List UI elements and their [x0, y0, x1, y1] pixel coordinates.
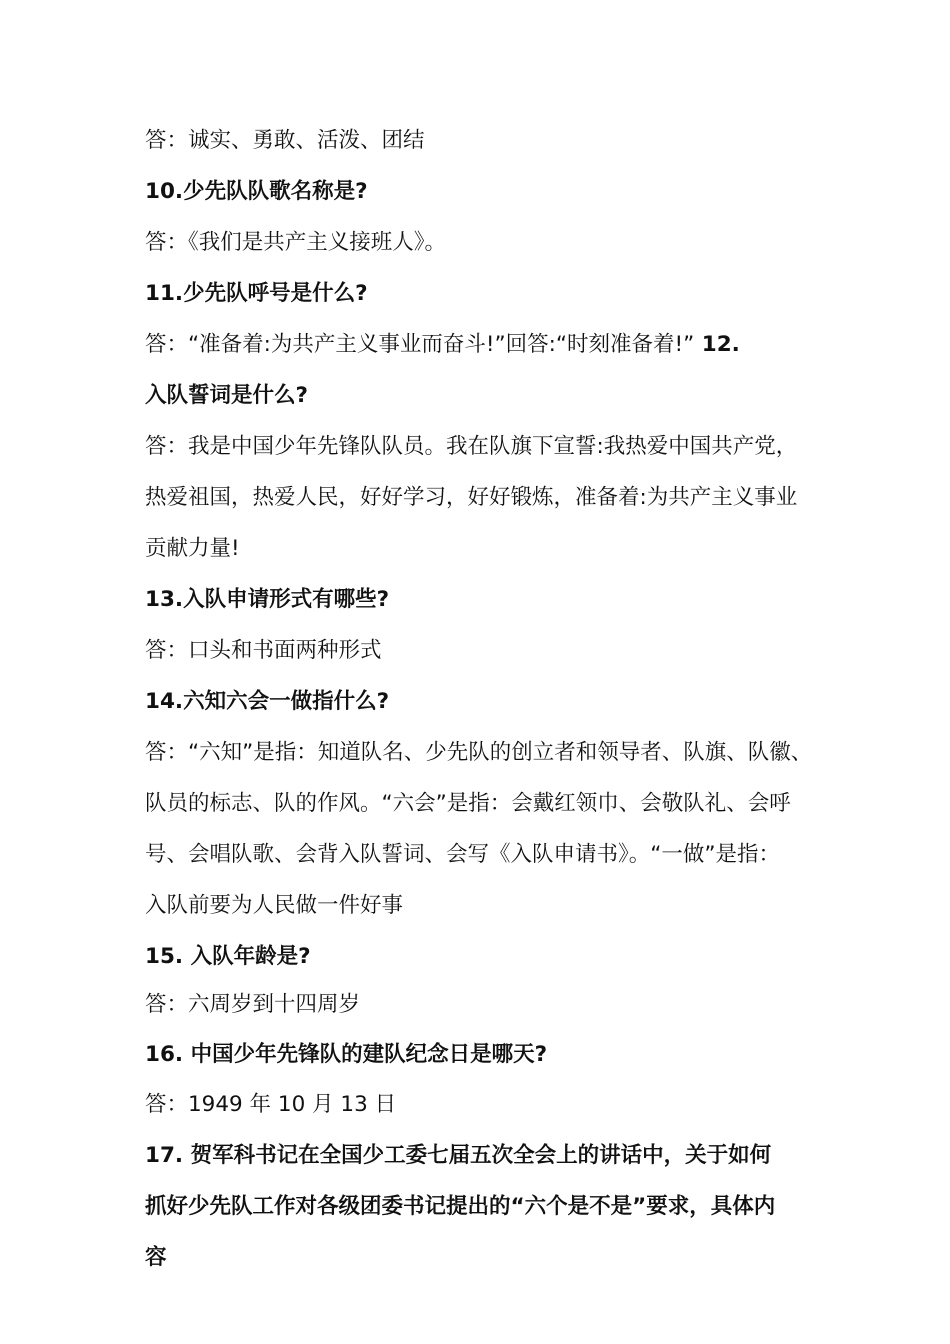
- answer-12-line-1: 答：我是中国少年先锋队队员。我在队旗下宣誓:我热爱中国共产党，: [145, 434, 798, 459]
- answer-16: 答：1949 年 10 月 13 日: [145, 1092, 397, 1117]
- question-12-number: 12.: [694, 332, 740, 357]
- answer-12-line-3: 贡献力量!: [145, 536, 240, 561]
- question-17-line-3: 容: [145, 1245, 167, 1270]
- answer-14-line-1: 答：“六知”是指：知道队名、少先队的创立者和领导者、队旗、队徽、: [145, 740, 813, 765]
- answer-15: 答：六周岁到十四周岁: [145, 992, 361, 1017]
- answer-13: 答：口头和书面两种形式: [145, 638, 382, 663]
- question-12: 入队誓词是什么?: [145, 383, 308, 408]
- answer-12-line-2: 热爱祖国，热爱人民，好好学习，好好锻炼，准备着:为共产主义事业: [145, 485, 798, 510]
- answer-14-line-3: 号、会唱队歌、会背入队誓词、会写《入队申请书》。“一做”是指：: [145, 842, 781, 867]
- question-17-line-1: 17. 贺军科书记在全国少工委七届五次全会上的讲话中，关于如何: [145, 1143, 772, 1168]
- answer-11: [145, 330, 740, 360]
- answer-10: 答：《我们是共产主义接班人》。: [145, 230, 447, 255]
- question-15: 15. 入队年龄是?: [145, 944, 311, 969]
- answer-11-text: 答：“准备着:为共产主义事业而奋斗!”回答:“时刻准备着!”: [145, 332, 695, 357]
- question-14: 14.六知六会一做指什么?: [145, 689, 390, 714]
- answer-14-line-4: 入队前要为人民做一件好事: [145, 893, 404, 918]
- question-13: 13.入队申请形式有哪些?: [145, 587, 390, 612]
- answer-9: 答：诚实、勇敢、活泼、团结: [145, 128, 425, 153]
- question-17-line-2: 抓好少先队工作对各级团委书记提出的“六个是不是”要求，具体内: [145, 1194, 776, 1219]
- question-10: 10.少先队队歌名称是?: [145, 179, 368, 204]
- question-16: 16. 中国少年先锋队的建队纪念日是哪天?: [145, 1042, 548, 1067]
- question-11: 11.少先队呼号是什么?: [145, 281, 368, 306]
- answer-14-line-2: 队员的标志、队的作风。“六会”是指：会戴红领巾、会敬队礼、会呼: [145, 791, 791, 816]
